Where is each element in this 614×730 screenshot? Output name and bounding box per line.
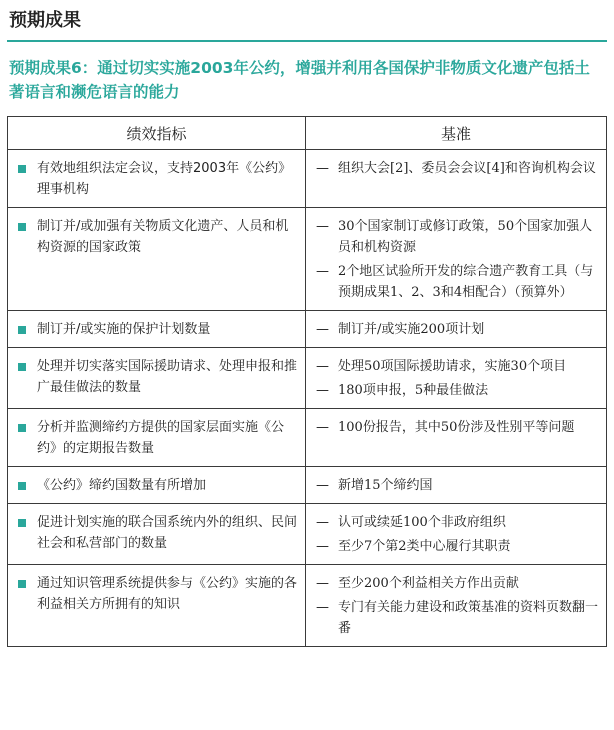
indicator-text: 有效地组织法定会议，支持2003年《公约》理事机构 xyxy=(37,161,292,197)
indicator-text: 分析并监测缔约方提供的国家层面实施《公约》的定期报告数量 xyxy=(37,420,285,456)
baseline-cell xyxy=(306,348,607,409)
baseline-item xyxy=(314,573,598,594)
baseline-cell xyxy=(306,150,607,208)
baseline-text: 专门有关能力建设和政策基准的资料页数翻一番 xyxy=(338,600,599,636)
baseline-text: 组织大会[2]、委员会会议[4]和咨询机构会议 xyxy=(338,161,596,176)
baseline-cell xyxy=(306,409,607,467)
baseline-item xyxy=(314,356,598,377)
square-bullet-icon xyxy=(18,326,26,334)
indicator-cell xyxy=(8,208,306,311)
baseline-cell xyxy=(306,565,607,647)
indicator-cell xyxy=(8,409,306,467)
baseline-cell xyxy=(306,311,607,348)
dash-bullet-icon: — xyxy=(316,219,329,234)
square-bullet-icon xyxy=(18,223,26,231)
dash-bullet-icon: — xyxy=(316,264,329,279)
baseline-cell xyxy=(306,467,607,504)
indicator-cell xyxy=(8,467,306,504)
table-row xyxy=(8,348,607,409)
indicator-text: 处理并切实落实国际援助请求、处理申报和推广最佳做法的数量 xyxy=(37,359,298,395)
indicator-text: 《公约》缔约国数量有所增加 xyxy=(37,478,207,493)
dash-bullet-icon: — xyxy=(316,420,329,435)
baseline-text: 180项申报，5种最佳做法 xyxy=(338,383,489,398)
indicator-text: 促进计划实施的联合国系统内外的组织、民间社会和私营部门的数量 xyxy=(37,515,298,551)
table-row xyxy=(8,504,607,565)
baseline-item xyxy=(314,216,598,258)
baseline-text: 处理50项国际援助请求，实施30个项目 xyxy=(338,359,567,374)
baseline-item xyxy=(314,158,598,179)
baseline-text: 认可或续延100个非政府组织 xyxy=(338,515,506,530)
baseline-text: 30个国家制订或修订政策，50个国家加强人员和机构资源 xyxy=(338,219,593,255)
square-bullet-icon xyxy=(18,519,26,527)
baseline-item xyxy=(314,261,598,303)
indicator-text: 制订并/或加强有关物质文化遗产、人员和机构资源的国家政策 xyxy=(37,219,289,255)
table-row xyxy=(8,565,607,647)
indicator-cell xyxy=(8,504,306,565)
table-row xyxy=(8,409,607,467)
square-bullet-icon xyxy=(18,482,26,490)
baseline-item xyxy=(314,475,598,496)
baseline-item xyxy=(314,512,598,533)
square-bullet-icon xyxy=(18,165,26,173)
baseline-item xyxy=(314,319,598,340)
indicator-cell xyxy=(8,565,306,647)
dash-bullet-icon: — xyxy=(316,576,329,591)
baseline-item xyxy=(314,536,598,557)
performance-table xyxy=(7,116,607,647)
baseline-text: 100份报告，其中50份涉及性别平等问题 xyxy=(338,420,575,435)
baseline-item xyxy=(314,417,598,438)
dash-bullet-icon: — xyxy=(316,539,329,554)
table-row xyxy=(8,150,607,208)
baseline-text: 2个地区试验所开发的综合遗产教育工具（与预期成果1、2、3和4相配合）（预算外） xyxy=(338,264,594,300)
dash-bullet-icon: — xyxy=(316,322,329,337)
dash-bullet-icon: — xyxy=(316,600,329,615)
page-title: 预期成果 xyxy=(9,10,81,31)
square-bullet-icon xyxy=(18,580,26,588)
table-row xyxy=(8,467,607,504)
table-row xyxy=(8,208,607,311)
header-indicator: 绩效指标 xyxy=(8,117,306,150)
baseline-item xyxy=(314,597,598,639)
square-bullet-icon xyxy=(18,424,26,432)
indicator-text: 制订并/或实施的保护计划数量 xyxy=(37,322,211,337)
dash-bullet-icon: — xyxy=(316,515,329,530)
baseline-item xyxy=(314,380,598,401)
baseline-text: 制订并/或实施200项计划 xyxy=(338,322,485,337)
indicator-cell xyxy=(8,311,306,348)
baseline-text: 新增15个缔约国 xyxy=(338,478,433,493)
square-bullet-icon xyxy=(18,363,26,371)
baseline-cell xyxy=(306,504,607,565)
outcome-heading: 预期成果6：通过切实实施2003年公约，增强并利用各国保护非物质文化遗产包括土著语言和濒危语言的能力 xyxy=(9,59,590,101)
title-divider xyxy=(7,40,607,42)
dash-bullet-icon: — xyxy=(316,478,329,493)
indicator-cell xyxy=(8,348,306,409)
table-header-row xyxy=(8,117,607,150)
table-row xyxy=(8,311,607,348)
dash-bullet-icon: — xyxy=(316,383,329,398)
indicator-cell xyxy=(8,150,306,208)
dash-bullet-icon: — xyxy=(316,359,329,374)
baseline-cell xyxy=(306,208,607,311)
indicator-text: 通过知识管理系统提供参与《公约》实施的各利益相关方所拥有的知识 xyxy=(37,576,298,612)
dash-bullet-icon: — xyxy=(316,161,329,176)
baseline-text: 至少7个第2类中心履行其职责 xyxy=(338,539,511,554)
header-baseline: 基准 xyxy=(306,117,607,150)
baseline-text: 至少200个利益相关方作出贡献 xyxy=(338,576,519,591)
